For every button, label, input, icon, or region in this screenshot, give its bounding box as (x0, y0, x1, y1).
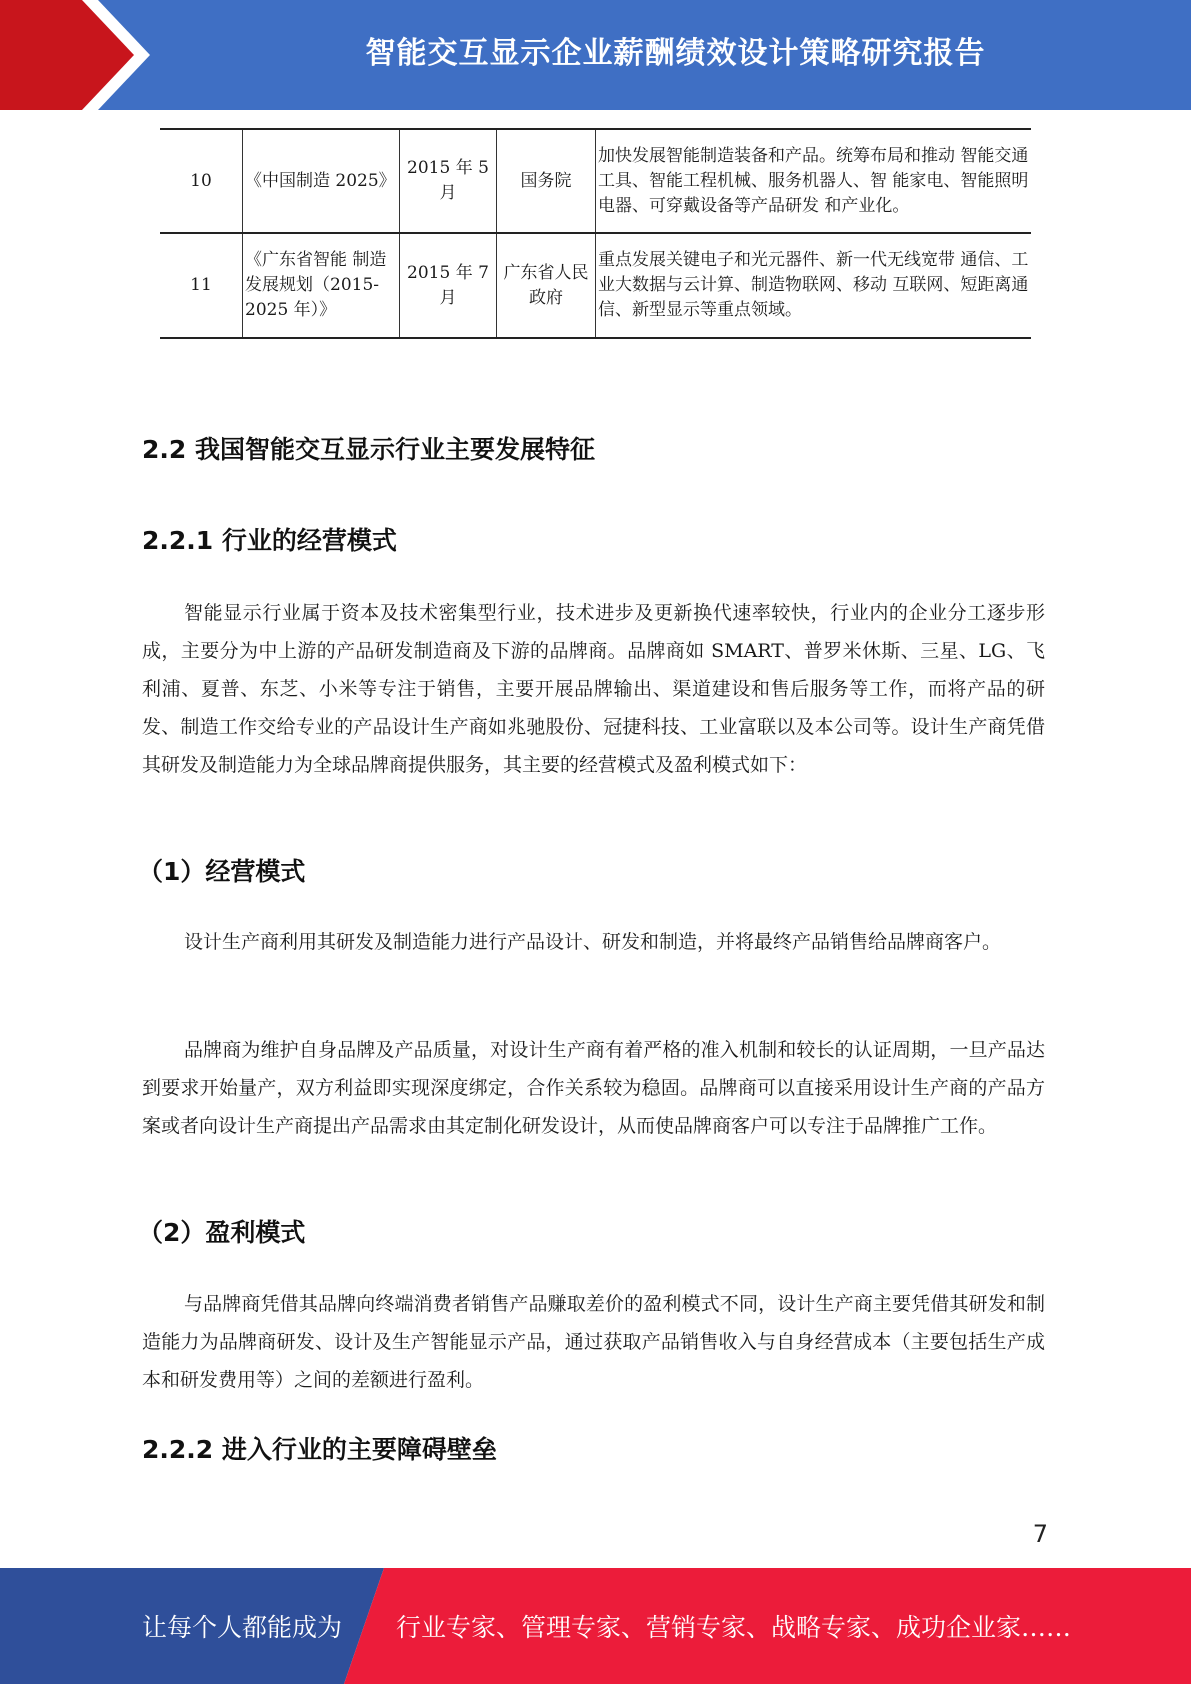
table-row (160, 129, 1031, 233)
section-heading-2-2: 2.2 我国智能交互显示行业主要发展特征 (142, 435, 595, 464)
table-row (160, 233, 1031, 338)
page-number: 7 (1032, 1520, 1048, 1548)
paragraph-profit-model: 与品牌商凭借其品牌向终端消费者销售产品赚取差价的盈利模式不同，设计生产商主要凭借其研发和制造能力为品牌商研发、设计及生产智能显示产品，通过获取产品销售收入与自身经营成本（主要包括生产成本和研发费用等）之间的差额进行盈利。 (142, 1293, 1045, 1391)
section-heading-2-2-2: 2.2.2 进入行业的主要障碍壁垒 (142, 1435, 497, 1464)
paragraph-operating-model: 设计生产商利用其研发及制造能力进行产品设计、研发和制造，并将最终产品销售给品牌商客户。 (184, 931, 1002, 953)
table-cell-no: 11 (160, 233, 243, 338)
table-cell-content: 加快发展智能制造装备和产品。统筹布局和推动 智能交通工具、智能工程机械、服务机器人、智 能家电、智能照明电器、可穿戴设备等产品研发 和产业化。 (596, 129, 1032, 233)
footer-banner (0, 1568, 1191, 1684)
paragraph-business-model-intro: 智能显示行业属于资本及技术密集型行业，技术进步及更新换代速率较快，行业内的企业分工逐步形成，主要分为中上游的产品研发制造商及下游的品牌商。品牌商如 SMART、普罗米休斯、三星、LG、飞利浦、夏普、东芝、小米等专注于销售，主要开展品牌输出、渠道建设和售后服务等工作，而将产品的研发、制造工作交给专业的产品设计生产商如兆驰股份、冠捷科技、工业富联以及本公司等。设计生产商凭借其研发及制造能力为全球品牌商提供服务，其主要的经营模式及盈利模式如下： (142, 602, 1045, 776)
table-cell-dept: 国务院 (497, 129, 596, 233)
table-cell-doc: 《中国制造 2025》 (243, 129, 400, 233)
subheading-operating-model: （1）经营模式 (138, 857, 306, 886)
header-arrow-decoration (0, 0, 160, 110)
table-cell-dept: 广东省人民政府 (497, 233, 596, 338)
policy-table (160, 128, 1031, 339)
report-title: 智能交互显示企业薪酬绩效设计策略研究报告 (365, 36, 986, 71)
subheading-profit-model: （2）盈利模式 (138, 1218, 306, 1247)
paragraph-brand-relationship: 品牌商为维护自身品牌及产品质量，对设计生产商有着严格的准入机制和较长的认证周期，一旦产品达到要求开始量产，双方利益即实现深度绑定，合作关系较为稳固。品牌商可以直接采用设计生产商的产品方案或者向设计生产商提出产品需求由其定制化研发设计，从而使品牌商客户可以专注于品牌推广工作。 (142, 1039, 1045, 1137)
table-cell-date: 2015 年 5 月 (400, 129, 497, 233)
table-cell-date: 2015 年 7 月 (400, 233, 497, 338)
footer-slogan-left: 让每个人都能成为 (142, 1613, 343, 1642)
section-heading-2-2-1: 2.2.1 行业的经营模式 (142, 526, 397, 555)
table-cell-content: 重点发展关键电子和光元器件、新一代无线宽带 通信、工业大数据与云计算、制造物联网、移动 互联网、短距离通信、新型显示等重点领域。 (596, 233, 1032, 338)
table-cell-doc: 《广东省智能 制造发展规划（2015-2025 年）》 (243, 233, 400, 338)
table-cell-no: 10 (160, 129, 243, 233)
report-header (0, 0, 1191, 110)
footer-slogan-right: 行业专家、管理专家、营销专家、战略专家、成功企业家…… (396, 1613, 1072, 1642)
